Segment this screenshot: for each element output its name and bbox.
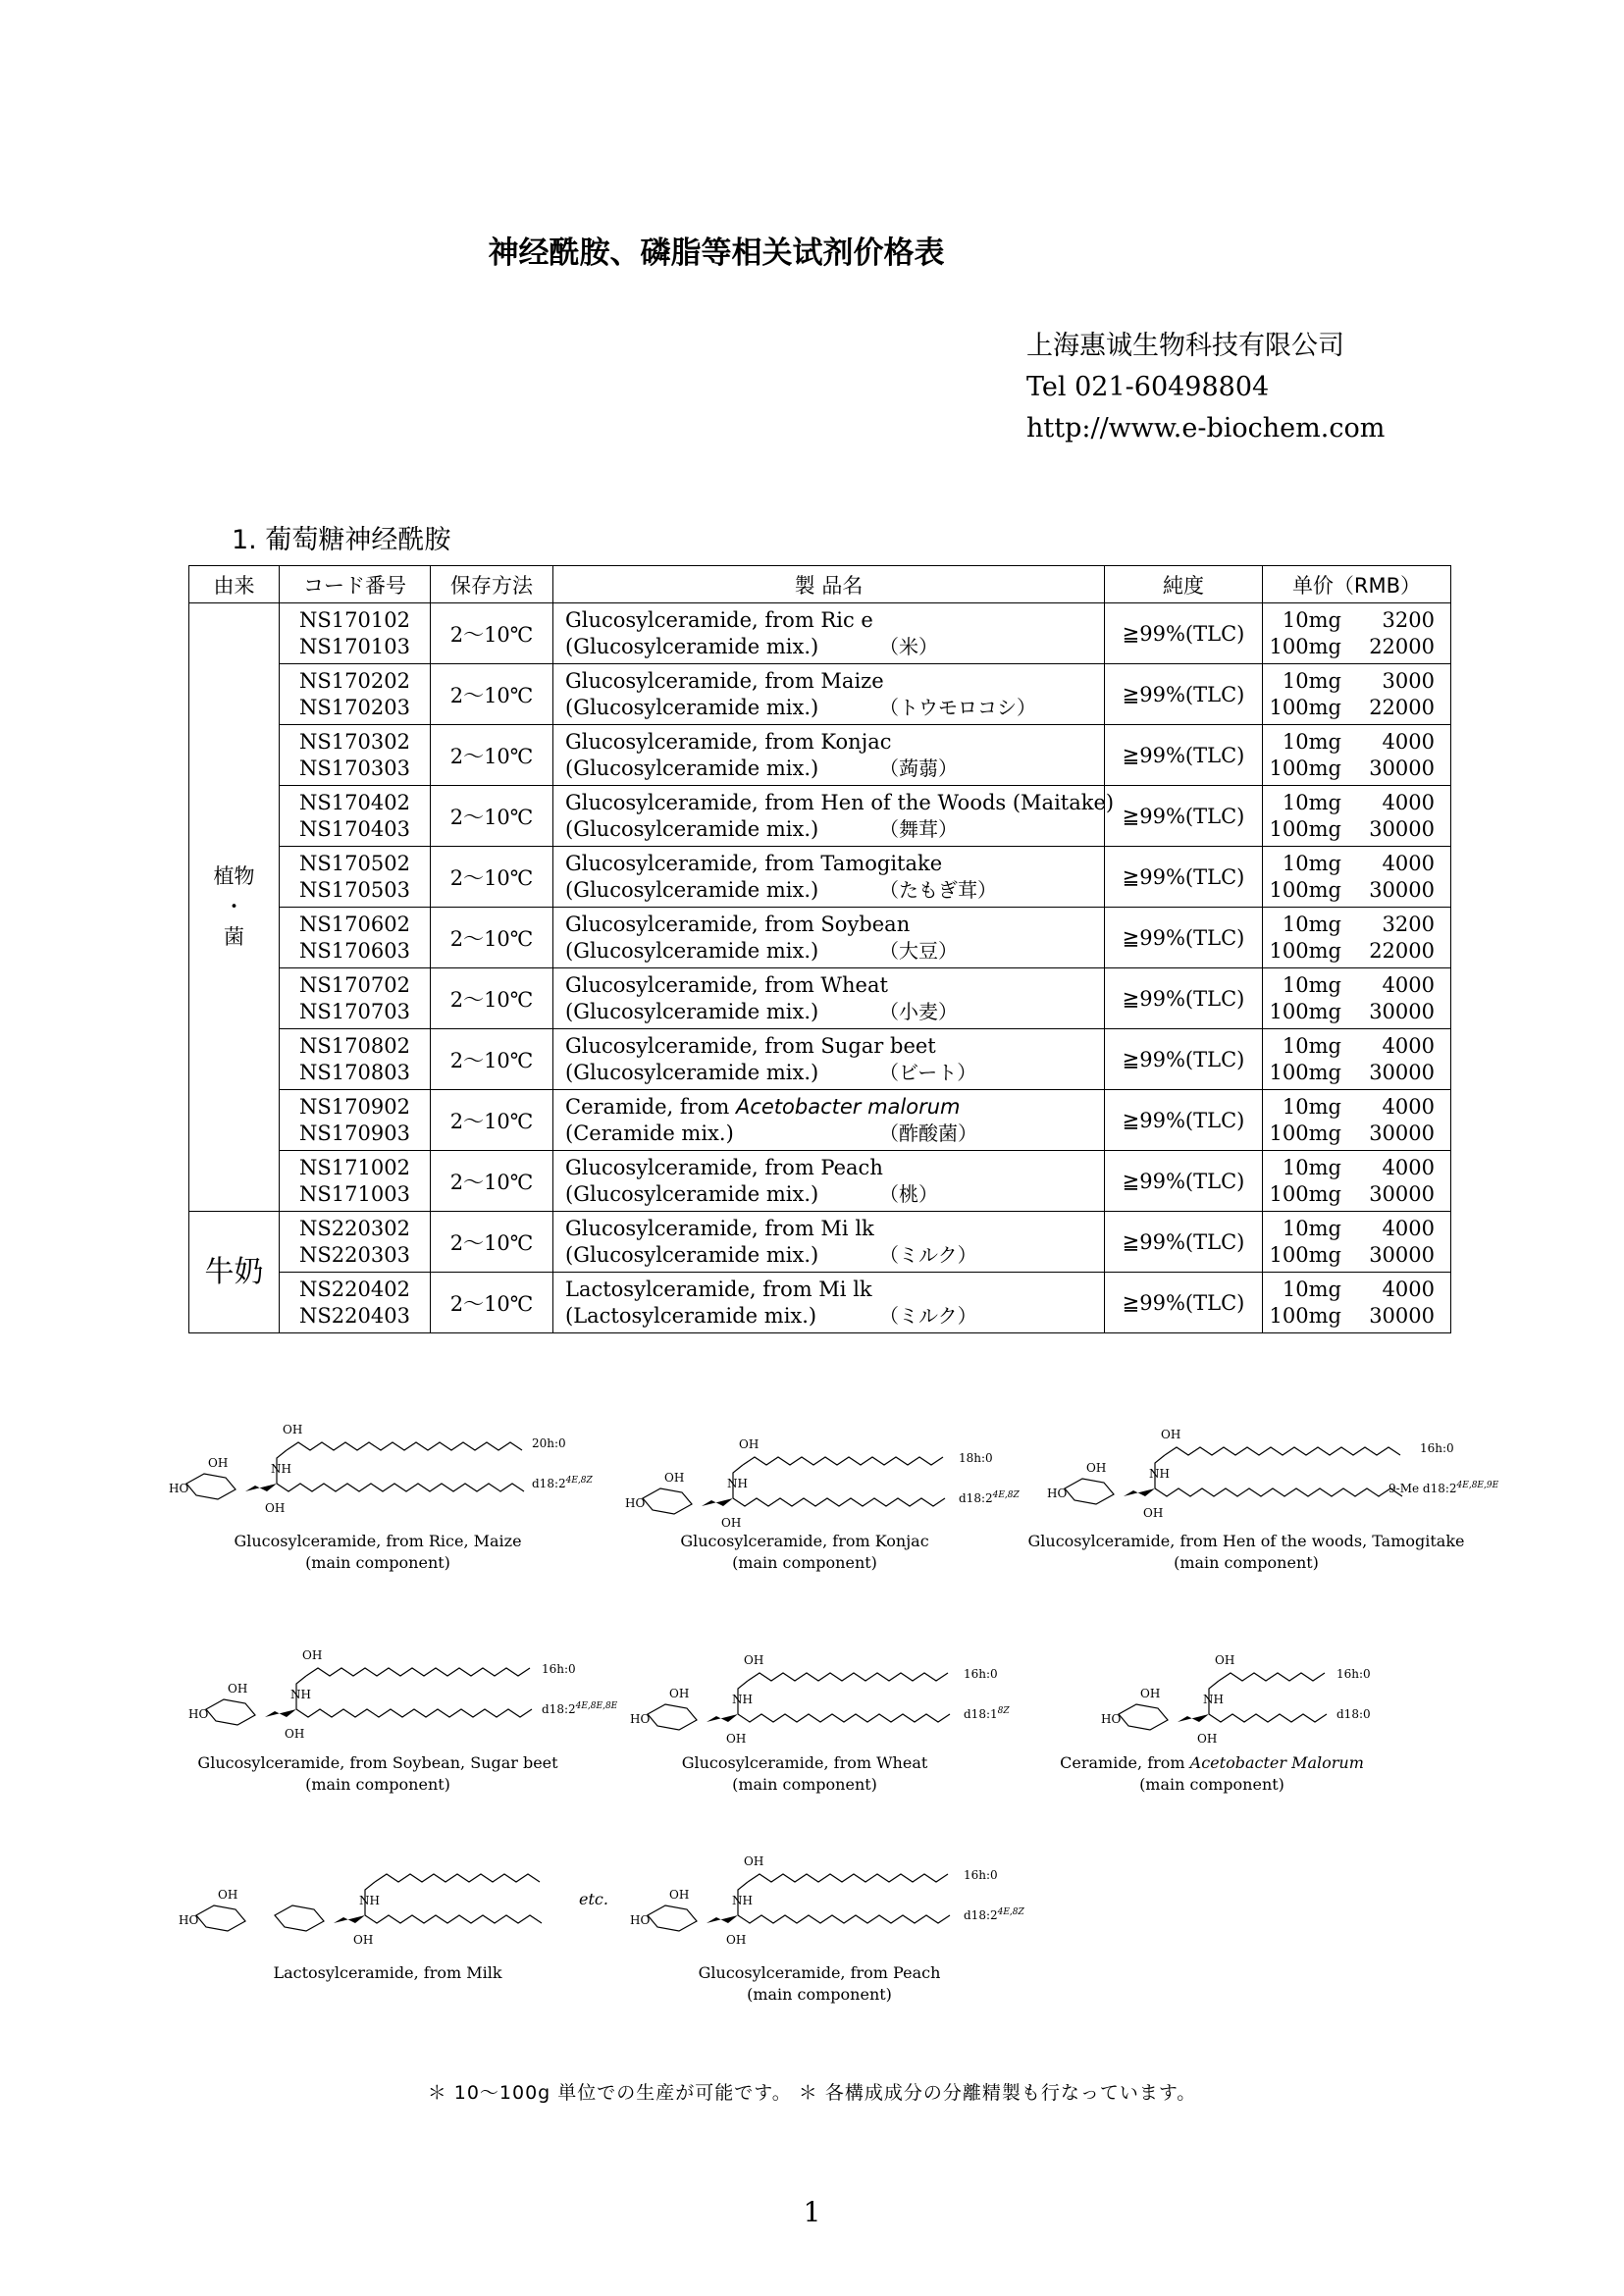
qty-large: 100mg <box>1269 1060 1341 1084</box>
qty-large: 100mg <box>1269 877 1341 902</box>
qty-small: 10mg <box>1282 1033 1341 1058</box>
purity-cell: ≧99%(TLC) <box>1105 1090 1263 1151</box>
caption-line2: (main component) <box>305 1553 450 1572</box>
code-cell <box>280 786 431 847</box>
code-cell <box>280 1273 431 1333</box>
price-cell <box>1263 847 1451 908</box>
price-cell <box>1263 908 1451 968</box>
purity-cell: ≧99%(TLC) <box>1105 1029 1263 1090</box>
atom-label-oh: OH <box>669 1888 690 1902</box>
qty-small: 10mg <box>1282 851 1341 875</box>
price-large: 30000 <box>1369 1181 1435 1206</box>
caption-line1: Ceramide, from <box>1060 1753 1190 1772</box>
price-cell <box>1263 725 1451 786</box>
code-cell <box>280 603 431 664</box>
caption-line2: (main component) <box>732 1553 877 1572</box>
price-large: 22000 <box>1369 695 1435 719</box>
qty-large: 100mg <box>1269 695 1341 719</box>
price-large: 22000 <box>1369 634 1435 658</box>
company-info <box>1026 326 1385 449</box>
code-large: NS220303 <box>299 1242 410 1267</box>
code-large: NS170503 <box>299 877 410 902</box>
price-cell <box>1263 1273 1451 1333</box>
atom-label-oh: OH <box>1161 1428 1181 1441</box>
qty-small: 10mg <box>1282 790 1341 814</box>
price-large: 30000 <box>1369 877 1435 902</box>
atom-label-oh: OH <box>218 1888 238 1902</box>
product-mix: (Glucosylceramide mix.) <box>565 1242 819 1267</box>
price-small: 4000 <box>1382 972 1435 997</box>
base-label: $d18:1^{8Z}$ <box>964 1706 1010 1721</box>
storage-cell: 2～10℃ <box>431 1212 553 1273</box>
product-mix: (Ceramide mix.) <box>565 1121 734 1145</box>
structure-caption <box>273 1962 501 1984</box>
storage-cell: 2～10℃ <box>431 1029 553 1090</box>
structure-drawing <box>186 1639 599 1737</box>
storage-cell: 2～10℃ <box>431 1090 553 1151</box>
code-cell <box>280 968 431 1029</box>
base-label: $d18:2^{4E,8Z}$ <box>532 1476 593 1490</box>
chain-label: 16h:0 <box>964 1868 998 1882</box>
product-cell <box>553 847 1105 908</box>
product-name: Ceramide, from <box>565 1094 736 1119</box>
product-name: Glucosylceramide, from Tamogitake <box>565 851 943 875</box>
qty-small: 10mg <box>1282 1216 1341 1240</box>
atom-label-nh: NH <box>359 1894 380 1907</box>
base-label: $d18:2^{4E,8E,8E}$ <box>542 1701 618 1716</box>
qty-large: 100mg <box>1269 816 1341 841</box>
table-row <box>189 1273 1451 1333</box>
storage-cell: 2～10℃ <box>431 1273 553 1333</box>
price-cell <box>1263 664 1451 725</box>
code-large: NS170403 <box>299 816 410 841</box>
product-jp-name: （小麦） <box>879 999 958 1023</box>
table-row <box>189 1151 1451 1212</box>
code-cell <box>280 1212 431 1273</box>
header-price: 单价（RMB） <box>1263 566 1451 603</box>
atom-label-oh: OH <box>739 1437 760 1451</box>
atom-label-ho: HO <box>630 1913 651 1927</box>
price-cell <box>1263 1212 1451 1273</box>
table-row <box>189 847 1451 908</box>
qty-small: 10mg <box>1282 729 1341 754</box>
base-label: 9-Me $d18:2^{4E,8E,9E}$ <box>1388 1481 1499 1495</box>
table-row <box>189 908 1451 968</box>
price-small: 3200 <box>1382 912 1435 936</box>
qty-small: 10mg <box>1282 1094 1341 1119</box>
table-row <box>189 1029 1451 1090</box>
caption-line1: Glucosylceramide, from Rice, Maize <box>234 1532 522 1550</box>
structure-caption <box>234 1531 521 1574</box>
atom-label-oh: OH <box>1140 1687 1161 1700</box>
purity-cell: ≧99%(TLC) <box>1105 603 1263 664</box>
page-title: 神经酰胺、磷脂等相关试剂价格表 <box>488 235 945 271</box>
price-large: 30000 <box>1369 1121 1435 1145</box>
code-cell <box>280 847 431 908</box>
company-name: 上海惠诚生物科技有限公司 <box>1026 331 1344 361</box>
qty-small: 10mg <box>1282 972 1341 997</box>
table-header-row <box>189 566 1451 603</box>
code-large: NS170103 <box>299 634 410 658</box>
price-large: 30000 <box>1369 816 1435 841</box>
product-jp-name: （たもぎ茸） <box>879 877 997 902</box>
code-cell <box>280 725 431 786</box>
origin-plant: 植物 ・ 菌 <box>189 603 280 1212</box>
price-cell <box>1263 1029 1451 1090</box>
header-purity: 純度 <box>1105 566 1263 603</box>
product-name: Glucosylceramide, from Wheat <box>565 972 888 997</box>
purity-cell: ≧99%(TLC) <box>1105 1212 1263 1273</box>
header-storage: 保存方法 <box>431 566 553 603</box>
table-row <box>189 725 1451 786</box>
code-small: NS171002 <box>299 1155 410 1179</box>
structure-caption <box>1027 1531 1464 1574</box>
footnote: ＊ 10～100g 単位での生産が可能です。 ＊ 各構成成分の分離精製も行なっています。 <box>427 2082 1197 2104</box>
atom-label-oh: OH <box>208 1456 229 1470</box>
price-large: 30000 <box>1369 999 1435 1023</box>
product-name: Glucosylceramide, from Ric e <box>565 607 873 632</box>
code-cell <box>280 1090 431 1151</box>
price-cell <box>1263 1151 1451 1212</box>
atom-label-nh: NH <box>290 1688 311 1701</box>
atom-label-nh: NH <box>727 1477 748 1490</box>
product-mix: (Glucosylceramide mix.) <box>565 877 819 902</box>
price-large: 30000 <box>1369 1060 1435 1084</box>
base-label: $d18:2^{4E,8Z}$ <box>959 1490 1020 1505</box>
product-cell <box>553 603 1105 664</box>
storage-cell: 2～10℃ <box>431 603 553 664</box>
qty-large: 100mg <box>1269 756 1341 780</box>
product-cell <box>553 664 1105 725</box>
atom-label-oh: OH <box>726 1933 747 1947</box>
header-code: コード番号 <box>280 566 431 603</box>
purity-cell: ≧99%(TLC) <box>1105 908 1263 968</box>
atom-label-oh: OH <box>353 1933 374 1947</box>
code-small: NS170202 <box>299 668 410 693</box>
purity-cell: ≧99%(TLC) <box>1105 968 1263 1029</box>
storage-cell: 2～10℃ <box>431 847 553 908</box>
price-large: 22000 <box>1369 938 1435 963</box>
product-name-italic: Acetobacter malorum <box>735 1094 961 1119</box>
atom-label-ho: HO <box>1047 1487 1068 1500</box>
price-small: 3200 <box>1382 607 1435 632</box>
structure-drawing <box>177 1845 608 1943</box>
storage-cell: 2～10℃ <box>431 1151 553 1212</box>
product-jp-name: （ミルク） <box>879 1242 977 1267</box>
caption-line1: Glucosylceramide, from Hen of the woods, Tamogitake <box>1027 1532 1465 1550</box>
qty-large: 100mg <box>1269 1181 1341 1206</box>
chain-label: 16h:0 <box>1420 1441 1454 1455</box>
product-cell <box>553 1090 1105 1151</box>
header-origin: 由来 <box>189 566 280 603</box>
atom-label-ho: HO <box>169 1482 189 1495</box>
origin-milk: 牛奶 <box>189 1212 280 1333</box>
atom-label-oh: OH <box>265 1501 286 1515</box>
caption-line2: (main component) <box>732 1775 877 1794</box>
product-cell <box>553 968 1105 1029</box>
code-large: NS170603 <box>299 938 410 963</box>
code-large: NS170703 <box>299 999 410 1023</box>
code-small: NS220302 <box>299 1216 410 1240</box>
qty-large: 100mg <box>1269 1121 1341 1145</box>
table-row <box>189 603 1451 664</box>
product-mix: (Glucosylceramide mix.) <box>565 634 819 658</box>
code-cell <box>280 664 431 725</box>
structure-caption <box>699 1962 941 2006</box>
code-large: NS170203 <box>299 695 410 719</box>
product-name: Lactosylceramide, from Mi lk <box>565 1277 872 1301</box>
atom-label-oh: OH <box>669 1687 690 1700</box>
atom-label-oh: OH <box>1086 1461 1107 1475</box>
code-small: NS170702 <box>299 972 410 997</box>
chain-label: 20h:0 <box>532 1436 566 1450</box>
product-cell <box>553 908 1105 968</box>
product-mix: (Lactosylceramide mix.) <box>565 1303 817 1328</box>
product-cell <box>553 1029 1105 1090</box>
chain-label: 18h:0 <box>959 1451 993 1465</box>
product-cell <box>553 1273 1105 1333</box>
price-small: 4000 <box>1382 1216 1435 1240</box>
chain-label: 16h:0 <box>1336 1667 1371 1681</box>
product-cell <box>553 725 1105 786</box>
structure-caption <box>1060 1752 1364 1796</box>
structure-caption <box>682 1752 928 1796</box>
atom-label-ho: HO <box>179 1913 199 1927</box>
code-small: NS170402 <box>299 790 410 814</box>
code-large: NS170903 <box>299 1121 410 1145</box>
caption-line2: (main component) <box>747 1985 892 2004</box>
purity-cell: ≧99%(TLC) <box>1105 664 1263 725</box>
atom-label-nh: NH <box>732 1894 753 1907</box>
product-mix: (Glucosylceramide mix.) <box>565 938 819 963</box>
caption-line2: (main component) <box>305 1775 450 1794</box>
table-row <box>189 786 1451 847</box>
purity-cell: ≧99%(TLC) <box>1105 1273 1263 1333</box>
product-jp-name: （ビート） <box>879 1060 977 1084</box>
price-table <box>188 565 1451 1333</box>
purity-cell: ≧99%(TLC) <box>1105 1151 1263 1212</box>
price-large: 30000 <box>1369 756 1435 780</box>
atom-label-nh: NH <box>732 1693 753 1706</box>
code-small: NS170302 <box>299 729 410 754</box>
atom-label-ho: HO <box>188 1707 209 1721</box>
caption-italic: Acetobacter Malorum <box>1189 1753 1364 1772</box>
price-small: 3000 <box>1382 668 1435 693</box>
product-jp-name: （桃） <box>879 1181 938 1206</box>
atom-label-ho: HO <box>625 1496 646 1510</box>
product-cell <box>553 1212 1105 1273</box>
table-row <box>189 1090 1451 1151</box>
price-cell <box>1263 786 1451 847</box>
storage-cell: 2～10℃ <box>431 725 553 786</box>
atom-label-oh: OH <box>1143 1506 1164 1520</box>
qty-small: 10mg <box>1282 1277 1341 1301</box>
page-number: 1 <box>803 2196 821 2228</box>
code-small: NS170102 <box>299 607 410 632</box>
purity-cell: ≧99%(TLC) <box>1105 786 1263 847</box>
atom-label-oh: OH <box>285 1727 305 1741</box>
price-small: 4000 <box>1382 851 1435 875</box>
company-tel: Tel 021-60498804 <box>1026 372 1270 402</box>
price-small: 4000 <box>1382 1277 1435 1301</box>
product-mix: (Glucosylceramide mix.) <box>565 756 819 780</box>
storage-cell: 2～10℃ <box>431 908 553 968</box>
atom-label-oh: OH <box>726 1732 747 1746</box>
product-jp-name: （トウモロコシ） <box>879 695 1036 719</box>
code-small: NS170502 <box>299 851 410 875</box>
product-name: Glucosylceramide, from Peach <box>565 1155 883 1179</box>
structure-drawing <box>167 1413 589 1511</box>
table-row <box>189 968 1451 1029</box>
price-small: 4000 <box>1382 1094 1435 1119</box>
code-large: NS170803 <box>299 1060 410 1084</box>
product-mix: (Glucosylceramide mix.) <box>565 999 819 1023</box>
product-mix: (Glucosylceramide mix.) <box>565 1181 819 1206</box>
atom-label-oh: OH <box>302 1648 323 1662</box>
caption-line1: Glucosylceramide, from Konjac <box>680 1532 929 1550</box>
purity-cell: ≧99%(TLC) <box>1105 725 1263 786</box>
price-cell <box>1263 1090 1451 1151</box>
structure-caption <box>197 1752 557 1796</box>
structure-caption <box>680 1531 928 1574</box>
product-cell <box>553 786 1115 847</box>
atom-label-oh: OH <box>1215 1653 1235 1667</box>
table-row <box>189 1212 1451 1273</box>
product-mix: (Glucosylceramide mix.) <box>565 1060 819 1084</box>
base-label: $d18:2^{4E,8Z}$ <box>964 1907 1024 1922</box>
atom-label-oh: OH <box>283 1423 303 1436</box>
product-name: Glucosylceramide, from Mi lk <box>565 1216 874 1240</box>
atom-label-oh: OH <box>1197 1732 1218 1746</box>
product-name: Glucosylceramide, from Hen of the Woods (Maitake) <box>565 790 1115 814</box>
base-label: d18:0 <box>1336 1707 1371 1721</box>
product-cell <box>553 1151 1105 1212</box>
price-cell <box>1263 603 1451 664</box>
chain-label: 16h:0 <box>964 1667 998 1681</box>
atom-label-nh: NH <box>1149 1467 1170 1481</box>
qty-large: 100mg <box>1269 999 1341 1023</box>
product-jp-name: （蒟蒻） <box>879 756 958 780</box>
purity-cell: ≧99%(TLC) <box>1105 847 1263 908</box>
atom-label-oh: OH <box>664 1471 685 1485</box>
code-large: NS171003 <box>299 1181 410 1206</box>
atom-label-nh: NH <box>1203 1693 1224 1706</box>
atom-label-oh: OH <box>744 1653 764 1667</box>
code-cell <box>280 1151 431 1212</box>
code-small: NS170902 <box>299 1094 410 1119</box>
storage-cell: 2～10℃ <box>431 968 553 1029</box>
atom-label-ho: HO <box>630 1712 651 1726</box>
atom-label-ho: HO <box>1101 1712 1122 1726</box>
table-row <box>189 664 1451 725</box>
storage-cell: 2～10℃ <box>431 664 553 725</box>
price-large: 30000 <box>1369 1303 1435 1328</box>
price-small: 4000 <box>1382 729 1435 754</box>
caption-line2: (main component) <box>1139 1775 1284 1794</box>
product-mix: (Glucosylceramide mix.) <box>565 695 819 719</box>
product-name: Glucosylceramide, from Soybean <box>565 912 911 936</box>
qty-large: 100mg <box>1269 938 1341 963</box>
atom-label-nh: NH <box>271 1462 291 1476</box>
code-small: NS220402 <box>299 1277 410 1301</box>
product-name: Glucosylceramide, from Konjac <box>565 729 892 754</box>
section-heading: 1. 葡萄糖神经酰胺 <box>232 525 451 555</box>
qty-small: 10mg <box>1282 1155 1341 1179</box>
product-jp-name: （ミルク） <box>879 1303 977 1328</box>
code-small: NS170802 <box>299 1033 410 1058</box>
price-cell <box>1263 968 1451 1029</box>
product-name: Glucosylceramide, from Sugar beet <box>565 1033 936 1058</box>
caption-line1: Glucosylceramide, from Soybean, Sugar beet <box>197 1753 558 1772</box>
qty-large: 100mg <box>1269 634 1341 658</box>
product-mix: (Glucosylceramide mix.) <box>565 816 819 841</box>
qty-large: 100mg <box>1269 1242 1341 1267</box>
price-small: 4000 <box>1382 790 1435 814</box>
code-cell <box>280 908 431 968</box>
storage-cell: 2～10℃ <box>431 786 553 847</box>
company-url[interactable]: http://www.e-biochem.com <box>1026 413 1386 444</box>
qty-small: 10mg <box>1282 607 1341 632</box>
product-name: Glucosylceramide, from Maize <box>565 668 884 693</box>
product-jp-name: （酢酸菌） <box>879 1121 977 1145</box>
price-large: 30000 <box>1369 1242 1435 1267</box>
caption-line1: Lactosylceramide, from Milk <box>273 1963 502 1982</box>
atom-label-oh: OH <box>721 1516 742 1530</box>
caption-line1: Glucosylceramide, from Wheat <box>681 1753 928 1772</box>
atom-label-oh: OH <box>228 1682 248 1696</box>
product-jp-name: （大豆） <box>879 938 958 963</box>
qty-large: 100mg <box>1269 1303 1341 1328</box>
price-small: 4000 <box>1382 1155 1435 1179</box>
code-large: NS220403 <box>299 1303 410 1328</box>
chain-label: 16h:0 <box>542 1662 576 1676</box>
code-small: NS170602 <box>299 912 410 936</box>
code-large: NS170303 <box>299 756 410 780</box>
etc-label: etc. <box>579 1890 608 1908</box>
qty-small: 10mg <box>1282 912 1341 936</box>
product-jp-name: （舞茸） <box>879 816 958 841</box>
caption-line2: (main component) <box>1174 1553 1319 1572</box>
caption-line1: Glucosylceramide, from Peach <box>698 1963 941 1982</box>
price-small: 4000 <box>1382 1033 1435 1058</box>
product-jp-name: （米） <box>879 634 938 658</box>
atom-label-oh: OH <box>744 1854 764 1868</box>
structure-drawing <box>1045 1418 1477 1516</box>
qty-small: 10mg <box>1282 668 1341 693</box>
code-cell <box>280 1029 431 1090</box>
header-product: 製 品名 <box>553 566 1105 603</box>
